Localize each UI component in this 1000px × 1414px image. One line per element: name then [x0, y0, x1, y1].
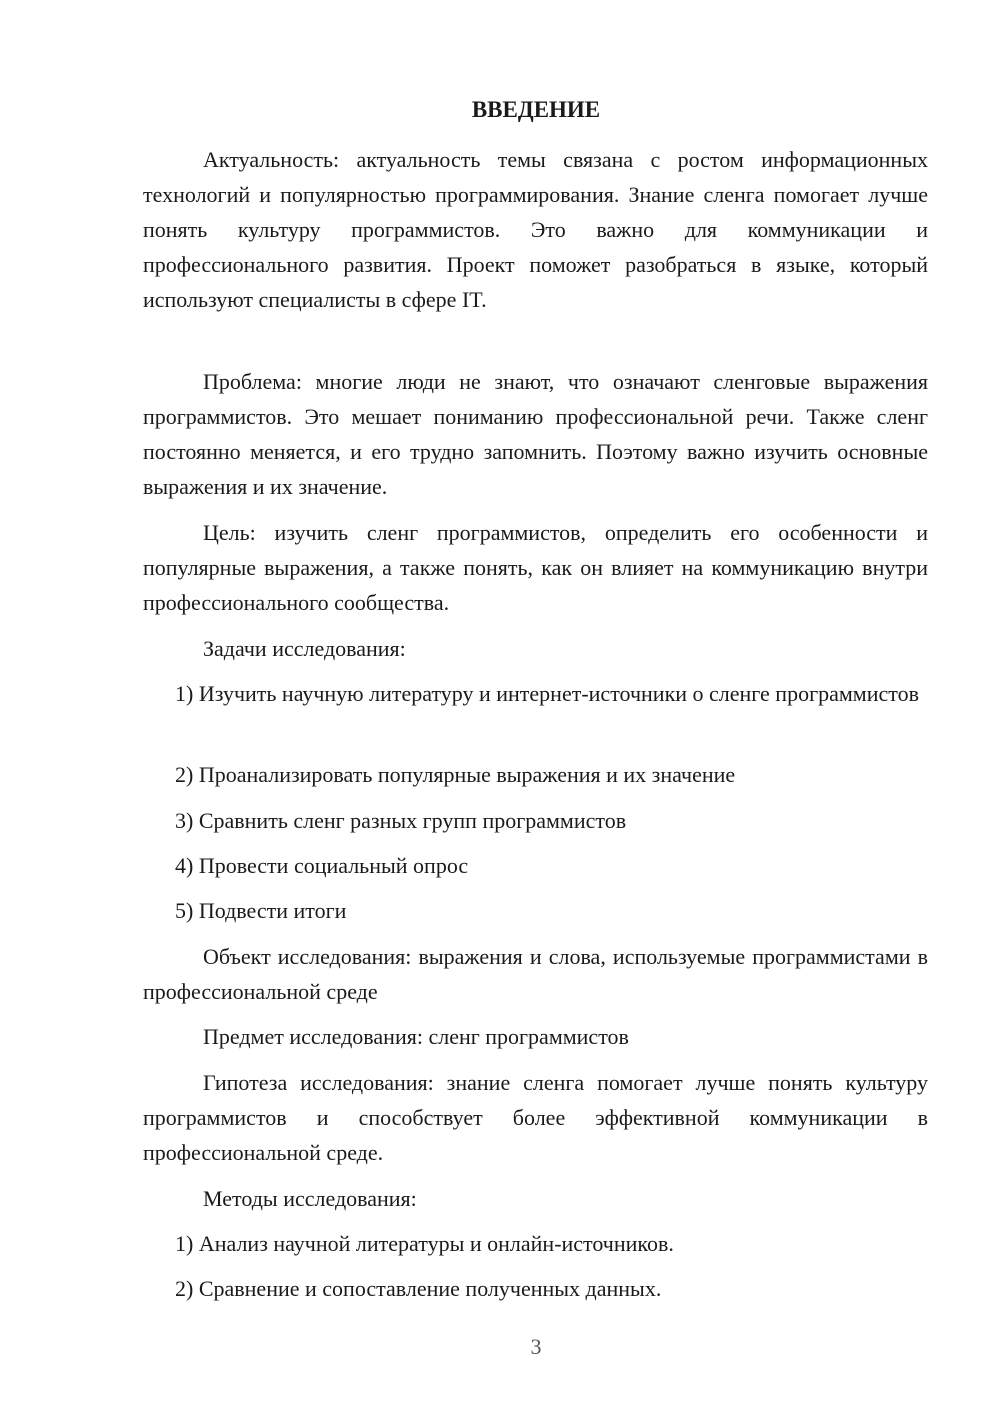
tasks-heading: Задачи исследования: [203, 636, 406, 661]
goal-paragraph: Цель: изучить сленг программистов, определить его особенности и популярные выражения, а также понять, как он влияет на коммуникацию внутри профессионального сообщества. [143, 520, 928, 615]
method-item-2: 2) Сравнение и сопоставление полученных данных. [175, 1276, 662, 1301]
task-item-5: 5) Подвести итоги [175, 898, 347, 923]
methods-heading: Методы исследования: [203, 1186, 417, 1211]
problem-paragraph: Проблема: многие люди не знают, что означают сленговые выражения программистов. Это мешает пониманию профессиональной речи. Также сленг постоянно меняется, и его трудно запомнить. Поэтому важно изучить основные выражения и их значение. [143, 369, 928, 499]
subject-paragraph: Предмет исследования: сленг программистов [203, 1024, 629, 1049]
task-item-1: 1) Изучить научную литературу и интернет-источники о сленге программистов [175, 681, 919, 706]
task-item-4: 4) Провести социальный опрос [175, 853, 469, 878]
method-item-1: 1) Анализ научной литературы и онлайн-источников. [175, 1231, 674, 1256]
object-paragraph: Объект исследования: выражения и слова, используемые программистами в профессиональной среде [143, 944, 928, 1004]
task-item-2: 2) Проанализировать популярные выражения и их значение [175, 762, 736, 787]
page-number: 3 [530, 1334, 542, 1359]
hypothesis-paragraph: Гипотеза исследования: знание сленга помогает лучше понять культуру программистов и способствует более эффективной коммуникации в профессиональной среде. [143, 1070, 928, 1165]
relevance-paragraph: Актуальность: актуальность темы связана с ростом информационных технологий и популярностью программирования. Знание сленга помогает лучше понять культуру программистов. Это важно для коммуникации и профессионального развития. Проект поможет разобраться в языке, который используют специалисты в сфере IT. [143, 147, 928, 312]
task-item-3: 3) Сравнить сленг разных групп программистов [175, 808, 627, 833]
page-title: ВВЕДЕНИЕ [471, 97, 601, 122]
